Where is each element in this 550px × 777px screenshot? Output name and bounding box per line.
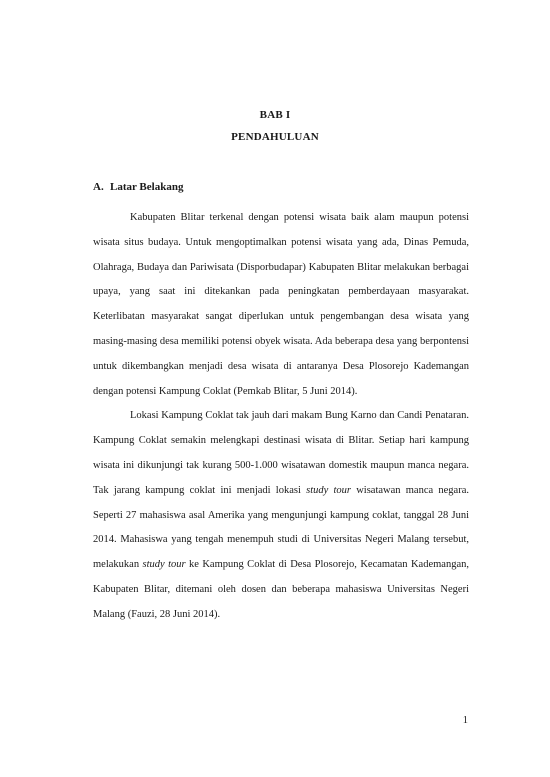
chapter-title: PENDAHULUAN xyxy=(231,131,319,143)
paragraph-2-italic-2: study tour xyxy=(142,559,186,571)
body-text xyxy=(93,206,469,628)
chapter-number: BAB I xyxy=(259,109,291,121)
paragraph-2-part-1: Lokasi Kampung Coklat tak jauh dari makam Bung Karno dan Candi Penataran. Kampung Coklat semakin melengkapi destinasi wisata di Blitar. Setiap hari kampung wisata ini dikunjungi tak kurang 500-1.000 wisatawan domestik maupun manca negara. Tak jarang kampung coklat ini menjadi lokasi xyxy=(93,410,469,496)
page-number: 1 xyxy=(462,715,468,726)
paragraph-2-part-3: ke Kampung Coklat di Desa Plosorejo, Kecamatan Kademangan, Kabupaten Blitar, ditemani oleh dosen dan beberapa mahasiswa Universitas Negeri Malang (Fauzi, 28 Juni 2014). xyxy=(93,559,469,620)
paragraph-2-italic-1: study tour xyxy=(306,484,351,496)
paragraph-2-part-2: wisatawan manca negara. Seperti 27 mahasiswa asal Amerika yang mengunjungi kampung coklat, tanggal 28 Juni 2014. Mahasiswa yang tengah menempuh studi di Universitas Negeri Malang tersebut, melakukan xyxy=(93,484,469,571)
section-letter: A. xyxy=(93,181,104,193)
section-title: Latar Belakang xyxy=(110,181,184,193)
section-heading xyxy=(93,180,183,194)
paragraph-2 xyxy=(93,404,469,627)
paragraph-1: Kabupaten Blitar terkenal dengan potensi wisata baik alam maupun potensi wisata situs budaya. Untuk mengoptimalkan potensi wisata yang ada, Dinas Pemuda, Olahraga, Budaya dan Pariwisata (Disporbudapar) Kabupaten Blitar melakukan berbagai upaya, yang saat ini ditekankan pada peningkatan pemberdayaan masyarakat. Keterlibatan masyarakat sangat diperlukan untuk pengembangan desa wisata yang masing-masing desa memiliki potensi obyek wisata. Ada beberapa desa yang berpontensi untuk dikembangkan menjadi desa wisata di antaranya Desa Plosorejo Kademangan dengan potensi Kampung Coklat (Pemkab Blitar, 5 Juni 2014). xyxy=(93,212,469,397)
